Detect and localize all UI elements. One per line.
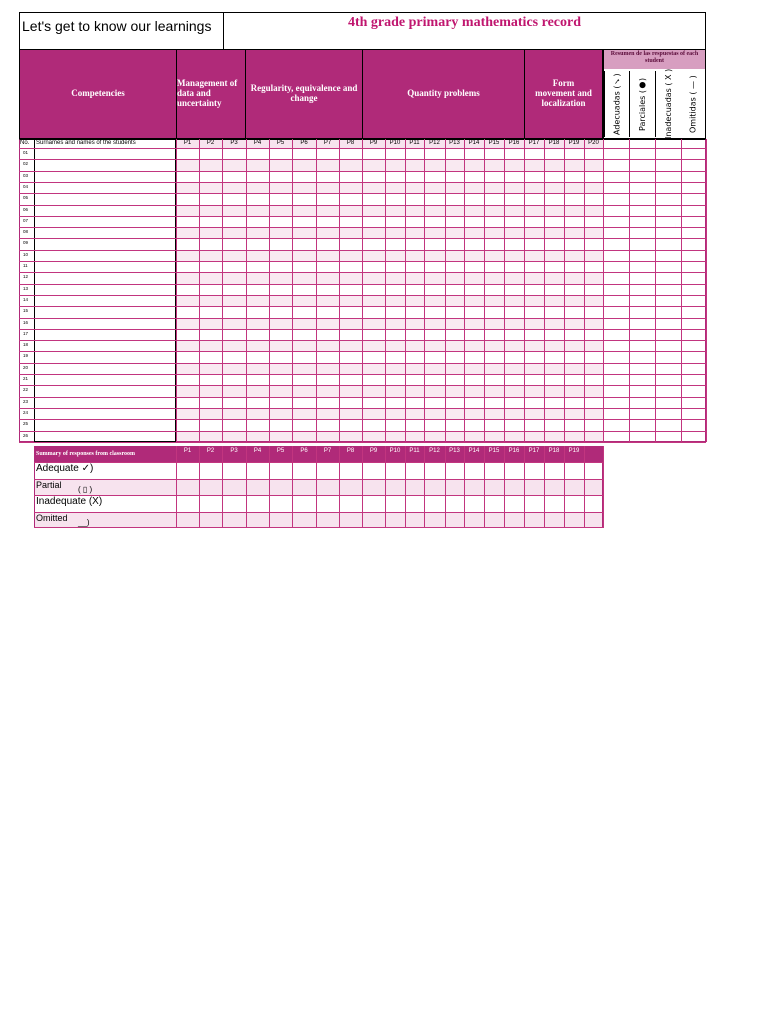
summary-column-line: [544, 446, 545, 528]
row-number: 21: [23, 376, 29, 381]
row-number: 22: [23, 387, 29, 393]
summary-question-p19: P19: [568, 448, 580, 454]
summary-column-line: [269, 446, 270, 528]
row-number: 19: [23, 353, 29, 359]
row-number: 11: [23, 263, 28, 268]
question-header-p16: P16: [508, 140, 520, 146]
row-number: 14: [23, 296, 29, 302]
column-line: [246, 139, 247, 442]
summary-question-p17: P17: [528, 448, 540, 454]
question-header-p10: P10: [389, 140, 401, 146]
summary-column-line: [362, 446, 363, 528]
summary-column-line: [564, 446, 565, 528]
row-number: 01: [23, 150, 29, 155]
row-number: 15: [23, 308, 29, 314]
column-line: [629, 139, 630, 442]
row-number: 04: [23, 183, 29, 189]
question-header-p3: P3: [230, 140, 238, 146]
summary-question-p5: P5: [276, 448, 285, 454]
question-header-p12: P12: [429, 140, 440, 146]
row-number: 18: [23, 342, 29, 348]
column-line: [584, 139, 585, 442]
partial-column-header: Parciales (●): [629, 71, 655, 137]
adequate-column-header: Adecuadas (✓): [604, 71, 629, 137]
page-title: 4th grade primary mathematics record: [347, 15, 582, 30]
question-header-p19: P19: [568, 140, 580, 146]
summary-question-p6: P6: [300, 448, 308, 454]
column-line: [292, 139, 293, 442]
record-title-box: [19, 12, 706, 50]
row-number: 07: [23, 217, 29, 223]
summary-row-label: Inadequate (X): [36, 496, 103, 507]
question-header-p9: P9: [369, 140, 378, 146]
summary-row-symbol: ( ▯ ): [78, 484, 93, 494]
row-number: 09: [23, 240, 29, 246]
competencies-header: Competencies: [19, 49, 177, 139]
column-line: [362, 139, 363, 442]
no-column-header: No.: [20, 140, 30, 146]
column-line: [222, 139, 223, 442]
summary-question-p18: P18: [548, 448, 560, 454]
summary-question-p2: P2: [206, 448, 215, 454]
question-header-p1: P1: [183, 140, 192, 146]
summary-column-line: [584, 446, 585, 528]
omitted-column-header: Omitidas ( — ): [688, 75, 698, 133]
names-column-header: Surnames and names of the students: [36, 140, 136, 146]
summary-column-line: [603, 446, 604, 528]
summary-question-p3: P3: [230, 448, 238, 454]
column-line: [176, 139, 177, 442]
summary-column-line: [445, 446, 446, 528]
question-header-p5: P5: [276, 140, 285, 146]
row-number: 16: [23, 319, 29, 325]
row-number: 10: [23, 251, 29, 257]
summary-column-line: [385, 446, 386, 528]
question-header-p2: P2: [206, 140, 215, 146]
question-header-p17: P17: [528, 140, 540, 146]
row-number: 24: [23, 409, 29, 415]
column-line: [269, 139, 270, 442]
summary-column-line: [405, 446, 406, 528]
question-header-p13: P13: [449, 140, 460, 146]
summary-question-p1: P1: [183, 448, 192, 454]
column-line: [484, 139, 485, 442]
row-number: 23: [23, 398, 29, 404]
competency-quantity: Quantity problems: [362, 49, 525, 139]
summary-column-line: [484, 446, 485, 528]
summary-row-line: [34, 462, 603, 463]
row-number: 06: [23, 206, 29, 212]
row-number: 03: [23, 172, 29, 178]
column-line: [504, 139, 505, 442]
summary-question-p7: P7: [323, 448, 332, 454]
column-line: [339, 139, 340, 442]
question-header-p15: P15: [488, 140, 500, 146]
inadequate-column-header: Inadecuadas ( X ): [655, 71, 681, 137]
competency-regularity: Regularity, equivalence and change: [245, 49, 363, 139]
summary-title: Summary of responses from classroom: [34, 446, 176, 462]
summary-column-line: [316, 446, 317, 528]
column-line: [199, 139, 200, 442]
summary-row-symbol: __): [78, 517, 90, 527]
row-line: [19, 442, 706, 443]
question-header-p18: P18: [548, 140, 560, 146]
subtitle: Let's get to know our learnings: [20, 13, 224, 49]
students-table: [19, 139, 706, 446]
summary-question-p16: P16: [508, 448, 520, 454]
row-number: 12: [23, 274, 29, 280]
summary-question-p10: P10: [389, 448, 401, 454]
student-summary-header: Resumen de las respuestas of each student: [603, 49, 706, 70]
summary-question-p12: P12: [429, 448, 440, 454]
competency-data-uncertainty: Management of data and uncertainty: [176, 49, 246, 139]
column-line: [385, 139, 386, 442]
row-number: 05: [23, 195, 29, 201]
column-line: [681, 139, 682, 442]
column-line: [405, 139, 406, 442]
summary-question-p9: P9: [369, 448, 378, 454]
row-number: 25: [23, 421, 29, 427]
summary-column-line: [222, 446, 223, 528]
column-line: [706, 139, 707, 442]
row-number: 13: [23, 285, 29, 291]
summary-question-p14: P14: [468, 448, 480, 454]
summary-column-line: [292, 446, 293, 528]
column-line: [424, 139, 425, 442]
column-line: [464, 139, 465, 442]
summary-column-line: [199, 446, 200, 528]
summary-question-p11: P11: [409, 448, 420, 454]
summary-column-line: [524, 446, 525, 528]
column-line: [544, 139, 545, 442]
row-number: 08: [23, 229, 29, 235]
summary-column-line: [246, 446, 247, 528]
question-header-p7: P7: [323, 140, 332, 146]
column-line: [564, 139, 565, 442]
question-header-p6: P6: [300, 140, 308, 146]
question-header-p14: P14: [468, 140, 480, 146]
summary-column-line: [464, 446, 465, 528]
question-header-p11: P11: [409, 140, 420, 146]
row-number: 17: [23, 330, 29, 336]
competency-form-movement: Form movement and localization: [524, 49, 603, 139]
question-header-p4: P4: [253, 140, 262, 146]
question-header-p20: P20: [588, 140, 599, 146]
summary-row-label: Omitted: [36, 512, 68, 523]
summary-column-line: [176, 446, 177, 528]
row-number: 20: [23, 364, 29, 370]
row-number: 26: [23, 432, 29, 438]
column-line: [524, 139, 525, 442]
summary-row-label: Partial: [36, 479, 62, 490]
summary-question-p8: P8: [346, 448, 355, 454]
column-line: [603, 139, 604, 442]
summary-column-line: [424, 446, 425, 528]
summary-question-p4: P4: [253, 448, 262, 454]
summary-column-line: [504, 446, 505, 528]
question-header-p8: P8: [346, 140, 355, 146]
classroom-summary-table: [34, 446, 604, 528]
summary-row-label: Adequate ✓): [36, 463, 94, 474]
summary-question-p13: P13: [449, 448, 460, 454]
column-line: [445, 139, 446, 442]
column-line: [316, 139, 317, 442]
summary-question-p15: P15: [488, 448, 500, 454]
row-number: 02: [23, 161, 29, 167]
column-line: [655, 139, 656, 442]
summary-column-line: [339, 446, 340, 528]
student-summary-columns: [603, 69, 706, 139]
